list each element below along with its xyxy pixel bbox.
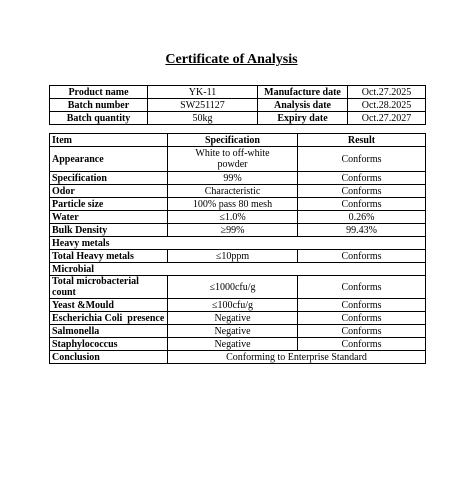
result-cell: 99.43% xyxy=(298,224,426,237)
row-water xyxy=(50,211,426,224)
spec-cell: 99% xyxy=(168,172,298,185)
result-cell: Conforms xyxy=(298,147,426,172)
row-staphylococcus xyxy=(50,338,426,351)
row-odor xyxy=(50,185,426,198)
item-cell: Total Heavy metals xyxy=(50,250,168,263)
section-heading: Microbial xyxy=(50,263,426,276)
row-specification xyxy=(50,172,426,185)
spec-cell: ≤1.0% xyxy=(168,211,298,224)
row-total-heavy-metals xyxy=(50,250,426,263)
item-cell: Odor xyxy=(50,185,168,198)
spec-cell xyxy=(168,147,298,172)
item-cell: Total microbacterial count xyxy=(50,276,168,299)
batch-quantity-label: Batch quantity xyxy=(50,112,148,125)
analysis-table xyxy=(49,133,426,364)
spec-line: White to off-white xyxy=(195,148,270,159)
document-title: Certificate of Analysis xyxy=(165,52,298,67)
spec-cell: ≤10ppm xyxy=(168,250,298,263)
item-cell: Water xyxy=(50,211,168,224)
spec-cell: Negative xyxy=(168,312,298,325)
section-microbial xyxy=(50,263,426,276)
manufacture-date-label: Manufacture date xyxy=(258,86,348,99)
result-cell: Conforms xyxy=(298,198,426,211)
batch-quantity-value: 50kg xyxy=(148,112,258,125)
result-cell: Conforms xyxy=(298,172,426,185)
spec-cell: Characteristic xyxy=(168,185,298,198)
result-cell: Conforms xyxy=(298,276,426,299)
manufacture-date-value: Oct.27.2025 xyxy=(348,86,426,99)
result-cell: Conforms xyxy=(298,185,426,198)
spec-cell: ≥99% xyxy=(168,224,298,237)
spec-cell: Negative xyxy=(168,325,298,338)
item-cell: Yeast &Mould xyxy=(50,299,168,312)
table-header-row xyxy=(50,134,426,147)
analysis-date-label: Analysis date xyxy=(258,99,348,112)
row-bulk-density xyxy=(50,224,426,237)
item-cell: Specification xyxy=(50,172,168,185)
row-conclusion xyxy=(50,351,426,364)
result-cell: Conforms xyxy=(298,299,426,312)
result-cell: 0.26% xyxy=(298,211,426,224)
item-cell: Bulk Density xyxy=(50,224,168,237)
spec-cell: Negative xyxy=(168,338,298,351)
spec-cell: ≤100cfu/g xyxy=(168,299,298,312)
result-cell: Conforms xyxy=(298,312,426,325)
spec-line: powder xyxy=(217,159,248,170)
item-cell: Escherichia Coli presence xyxy=(50,312,168,325)
analysis-date-value: Oct.28.2025 xyxy=(348,99,426,112)
expiry-date-label: Expiry date xyxy=(258,112,348,125)
section-heading: Heavy metals xyxy=(50,237,426,250)
expiry-date-value: Oct.27.2027 xyxy=(348,112,426,125)
spec-cell: 100% pass 80 mesh xyxy=(168,198,298,211)
info-row-batch xyxy=(50,99,426,112)
row-appearance xyxy=(50,147,426,172)
info-row-quantity xyxy=(50,112,426,125)
header-result: Result xyxy=(298,134,426,147)
result-cell: Conforms xyxy=(298,338,426,351)
conclusion-value: Conforming to Enterprise Standard xyxy=(168,351,426,364)
info-row-product xyxy=(50,86,426,99)
header-item: Item xyxy=(50,134,168,147)
item-cell: Staphylococcus xyxy=(50,338,168,351)
batch-number-label: Batch number xyxy=(50,99,148,112)
result-cell: Conforms xyxy=(298,250,426,263)
item-cell: Particle size xyxy=(50,198,168,211)
row-salmonella xyxy=(50,325,426,338)
product-name-label: Product name xyxy=(50,86,148,99)
header-specification: Specification xyxy=(168,134,298,147)
result-cell: Conforms xyxy=(298,325,426,338)
row-yeast-mould xyxy=(50,299,426,312)
item-cell: Salmonella xyxy=(50,325,168,338)
product-name-value: YK-11 xyxy=(148,86,258,99)
product-info-table xyxy=(49,85,426,125)
section-heavy-metals xyxy=(50,237,426,250)
row-particle-size xyxy=(50,198,426,211)
batch-number-value: SW251127 xyxy=(148,99,258,112)
item-cell: Appearance xyxy=(50,147,168,172)
spec-cell: ≤1000cfu/g xyxy=(168,276,298,299)
row-total-microbacterial-count xyxy=(50,276,426,299)
row-escherichia-coli xyxy=(50,312,426,325)
item-cell: Conclusion xyxy=(50,351,168,364)
